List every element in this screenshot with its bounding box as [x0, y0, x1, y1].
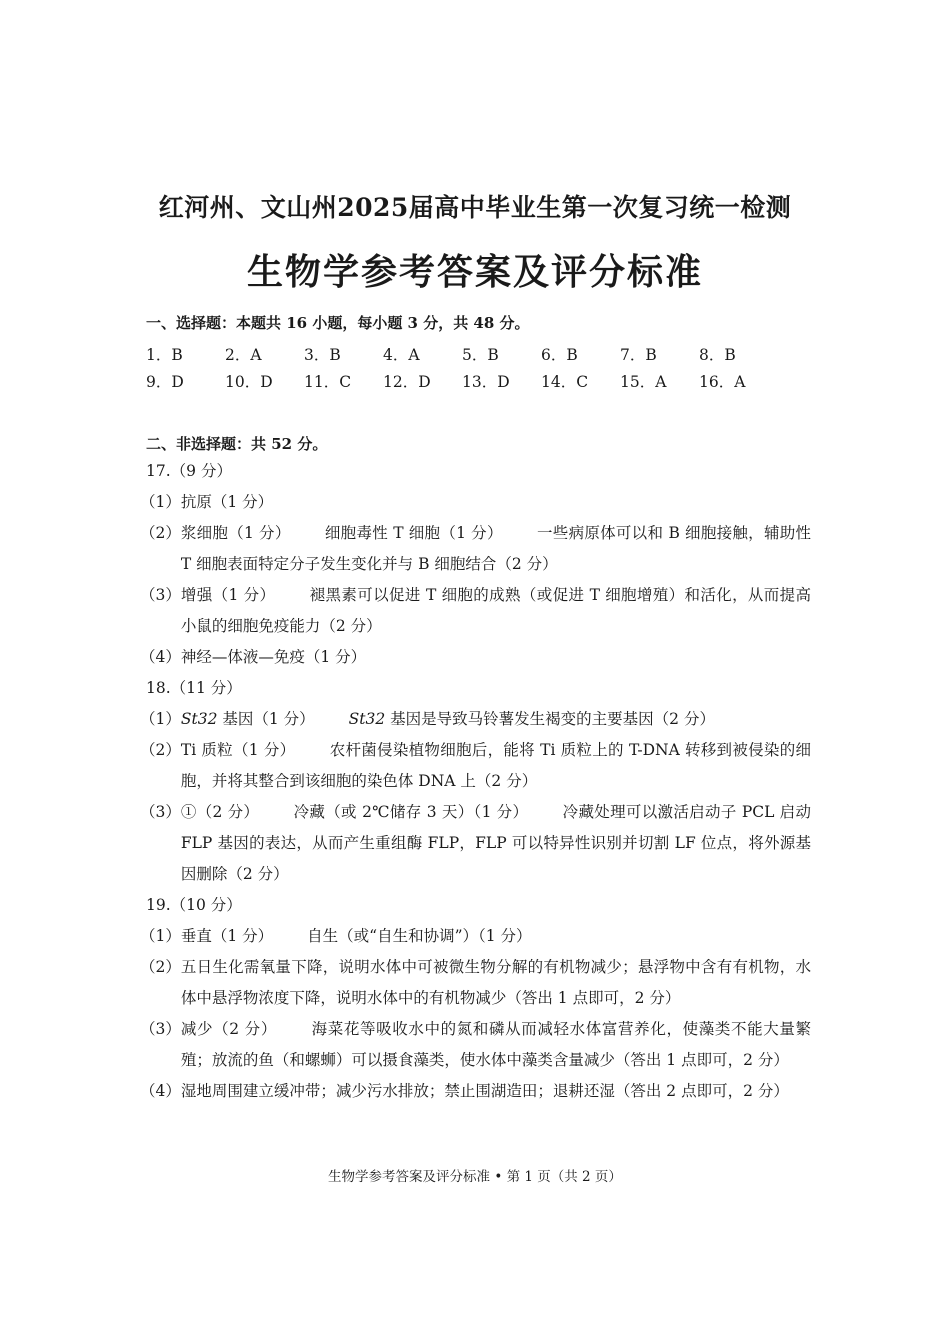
answer-item: 14．C [541, 373, 589, 391]
part-number: （4） [140, 648, 181, 666]
part-number: （3） [140, 586, 181, 604]
part-number: （1） [140, 493, 181, 511]
part-answer: 抗原（1 分） [180, 493, 274, 511]
part-number: （3） [140, 1020, 181, 1038]
answer-item: 7．B [620, 346, 657, 364]
answer-item: 16．A [699, 373, 746, 391]
answer-row-1 [146, 343, 778, 365]
q17-part-3 [140, 580, 811, 642]
question-17-heading: 17.（9 分） [146, 462, 232, 480]
q19-part-1 [140, 921, 811, 952]
q18-part-3 [140, 797, 812, 890]
answer-item: 11．C [304, 373, 352, 391]
q17-part-4 [140, 642, 811, 673]
answer-row-2 [146, 370, 778, 392]
answer-item: 12．D [383, 373, 431, 391]
part-answer: Ti 质粒（1 分） 农杆菌侵染植物细胞后，能将 Ti 质粒上的 T-DNA 转移到被侵染的细胞，并将其整合到该细胞的染色体 DNA 上（2 分） [180, 741, 811, 790]
part-number: （1） [140, 927, 181, 945]
part-number: （2） [140, 524, 181, 542]
page-footer: 生物学参考答案及评分标准 • 第 1 页（共 2 页） [328, 1169, 622, 1185]
part-answer: 增强（1 分） 褪黑素可以促进 T 细胞的成熟（或促进 T 细胞增殖）和活化，从而提高小鼠的细胞免疫能力（2 分） [180, 586, 811, 635]
answer-item: 9．D [146, 373, 184, 391]
part-number: （4） [140, 1082, 181, 1100]
section2-heading: 二、非选择题：共 52 分。 [146, 435, 328, 453]
part-answer: 减少（2 分） 海菜花等吸收水中的氮和磷从而减轻水体富营养化，使藻类不能大量繁殖；放流的鱼（和螺蛳）可以摄食藻类，使水体中藻类含量减少（答出 1 点即可，2 分） [180, 1020, 811, 1069]
answer-item: 4．A [383, 346, 420, 364]
answer-item: 1．B [146, 346, 183, 364]
part-answer: 浆细胞（1 分） 细胞毒性 T 细胞（1 分） 一些病原体可以和 B 细胞接触，辅助性 T 细胞表面特定分子发生变化并与 B 细胞结合（2 分） [180, 524, 811, 573]
part-number: （3） [140, 803, 181, 821]
part-number: （2） [140, 958, 181, 976]
part-number: （2） [140, 741, 181, 759]
exam-title: 红河州、文山州2025届高中毕业生第一次复习统一检测 [158, 193, 792, 222]
part-answer: 湿地周围建立缓冲带；减少污水排放；禁止围湖造田；退耕还湿（答出 2 点即可，2 分） [180, 1082, 789, 1100]
q19-part-2 [140, 952, 811, 1014]
question-19-heading: 19.（10 分） [146, 896, 242, 914]
answer-item: 13．D [462, 373, 510, 391]
answer-item: 15．A [620, 373, 667, 391]
document-title: 生物学参考答案及评分标准 [246, 251, 703, 293]
part-answer: St32 基因（1 分） St32 基因是导致马铃薯发生褐变的主要基因（2 分） [180, 710, 715, 728]
q18-part-2 [140, 735, 811, 797]
part-answer: ①（2 分） 冷藏（或 2℃储存 3 天）（1 分） 冷藏处理可以激活启动子 PCL 启动 FLP 基因的表达，从而产生重组酶 FLP，FLP 可以特异性识别并切割 LF 位点，将外源基因删除（2 分） [180, 803, 812, 883]
part-answer: 五日生化需氧量下降，说明水体中可被微生物分解的有机物减少；悬浮物中含有有机物，水体中悬浮物浓度下降，说明水体中的有机物减少（答出 1 点即可，2 分） [180, 958, 811, 1007]
q18-part-1 [140, 704, 811, 735]
answer-item: 3．B [304, 346, 341, 364]
answer-item: 5．B [462, 346, 499, 364]
part-answer: 垂直（1 分） 自生（或“自生和协调”）（1 分） [180, 927, 532, 945]
answer-item: 8．B [699, 346, 736, 364]
answer-item: 6．B [541, 346, 578, 364]
q17-part-1 [140, 487, 811, 518]
part-answer: 神经—体液—免疫（1 分） [180, 648, 367, 666]
nonchoice-answers [140, 456, 812, 1107]
q19-part-3 [140, 1014, 811, 1076]
q17-part-2 [140, 518, 811, 580]
answer-item: 10．D [225, 373, 273, 391]
question-18-heading: 18.（11 分） [146, 679, 242, 697]
q19-part-4 [140, 1076, 811, 1107]
part-number: （1） [140, 710, 181, 728]
section1-heading: 一、选择题：本题共 16 小题，每小题 3 分，共 48 分。 [146, 314, 530, 332]
answer-item: 2．A [225, 346, 262, 364]
